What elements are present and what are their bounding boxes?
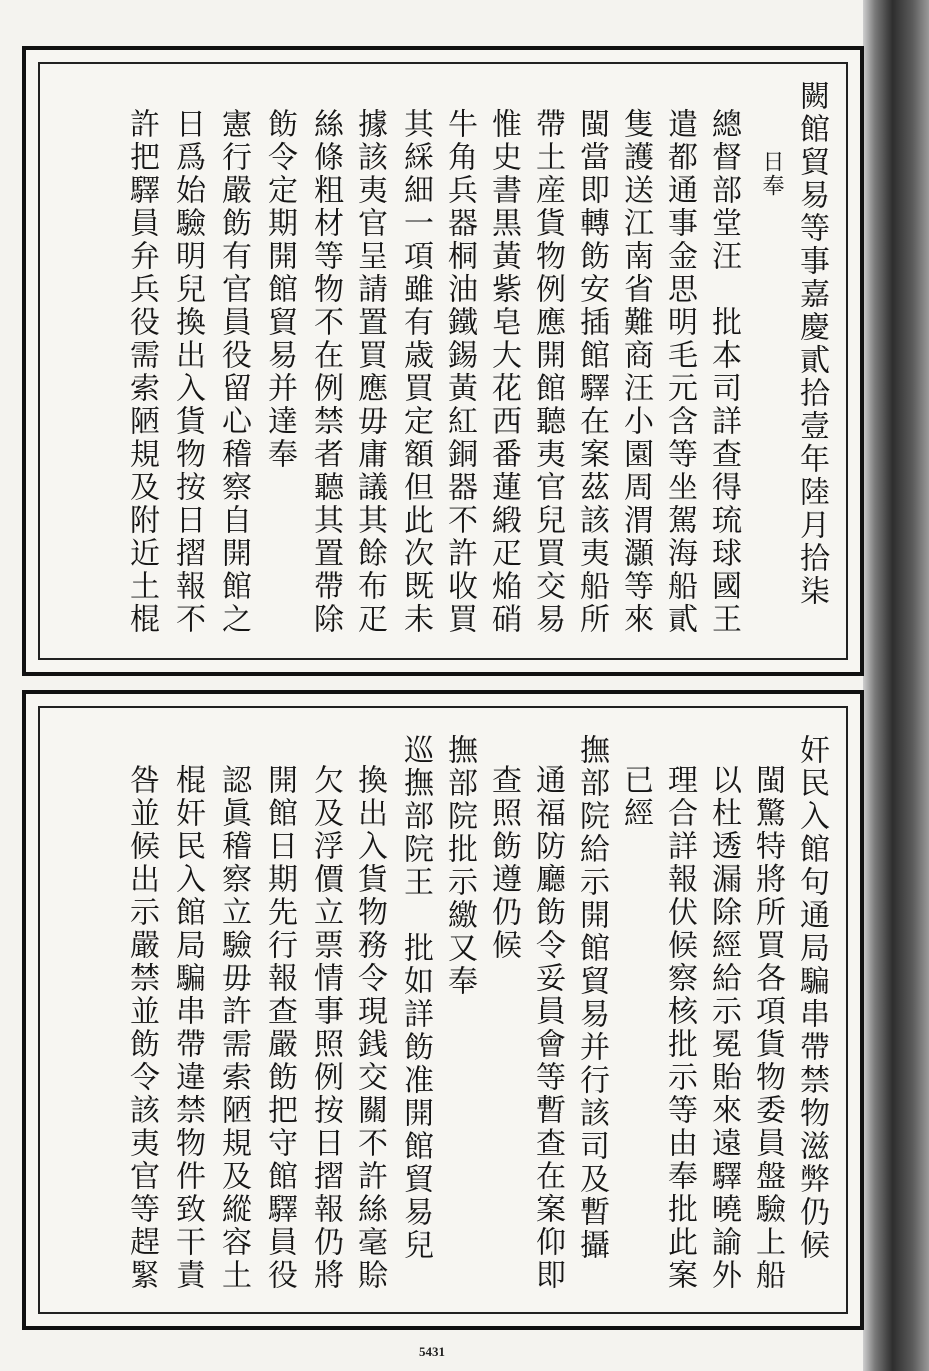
column-text: 日爲始驗明兒換出入貨物按日摺報不 [170,108,205,636]
column-text: 遣都通事金思明毛元含等坐駕海船貳 [662,108,697,636]
column-text: 查照飭遵仍候 [486,764,521,962]
column-text: 飭令定期開館貿易并達奉 [262,108,297,471]
column-text: 閩當即轉飭安插館驛在案茲該夷船所 [574,108,609,636]
column-text: 撫部院批示繳又奉 [442,734,477,998]
column-text: 隻護送江南省難商汪小園周渭灝等來 [618,108,653,636]
column-text: 換出入貨物務令現銭交關不許絲毫賒 [352,764,387,1292]
column-text: 帶土産貨物例應開館聽夷官兒買交易 [530,108,565,636]
column-text: 惟史書黒黃紫皂大花西番蓮緞疋焔硝 [486,108,521,636]
column-text: 闕館貿易等事嘉慶貳拾壹年陸月拾柒 [794,80,829,608]
column-text: 巡撫部院王 批如詳飭准開館貿易兒 [398,734,433,1262]
column-text: 開館日期先行報查嚴飭把守館驛員役 [262,764,297,1292]
column-text: 奸民入館句通局騙串帶禁物滋弊仍候 [794,734,829,1262]
lower-document-panel [22,690,864,1330]
column-text: 日奉 [759,150,784,198]
column-text: 以杜透漏除經給示冕貽來遠驛曉諭外 [706,764,741,1292]
column-text: 牛角兵器桐油鐵錫黃紅銅器不許收買 [442,108,477,636]
column-text: 閩驚特將所買各項貨物委員盤驗上船 [750,764,785,1292]
column-text: 已經 [618,764,653,830]
column-text: 總督部堂汪 批本司詳查得琉球國王 [706,108,741,636]
column-text: 撫部院給示開館貿易并行該司及暫攝 [574,734,609,1262]
column-text: 許把驛員弁兵役需索陋規及附近土棍 [124,108,159,636]
column-text: 其綵細一項雖有歳買定額但此次既未 [398,108,433,636]
upper-document-panel [22,46,864,676]
column-text: 棍奸民入館局騙串帶違禁物件致干責 [170,764,205,1292]
column-text: 通福防廳飭令妥員會等暫查在案仰即 [530,764,565,1292]
column-text: 據該夷官呈請置買應毋庸議其餘布疋 [352,108,387,636]
column-text: 欠及浮價立票情事照例按日摺報仍將 [308,764,343,1292]
column-text: 咎並候出示嚴禁並飭令該夷官等趕緊 [124,764,159,1292]
column-text: 憲行嚴飭有官員役留心稽察自開館之 [216,108,251,636]
column-text: 認眞稽察立驗毋許需索陋規及縱容土 [216,764,251,1292]
column-text: 理合詳報伏候察核批示等由奉批此案 [662,764,697,1292]
book-spine [863,0,929,1371]
page-number: 5431 [419,1344,445,1359]
column-text: 絲條粗材等物不在例禁者聽其置帶除 [308,108,343,636]
